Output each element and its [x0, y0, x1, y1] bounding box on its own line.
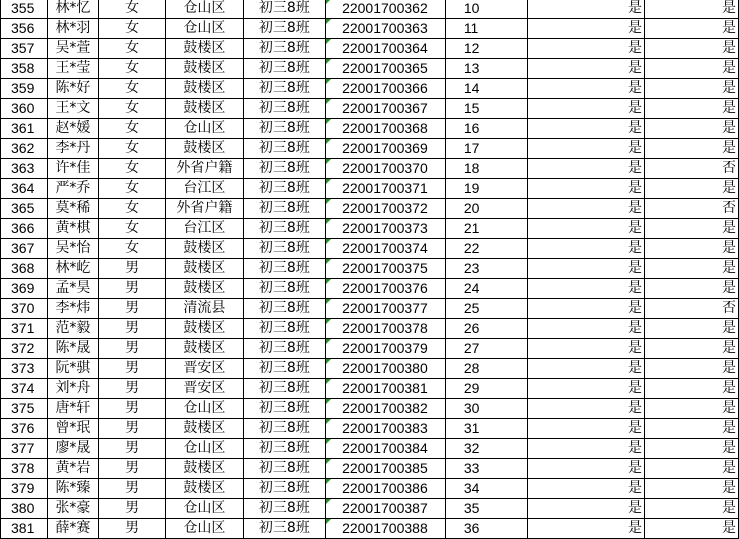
status-b-cell[interactable]: 是 — [644, 519, 738, 539]
class-cell[interactable]: 初三8班 — [243, 59, 325, 79]
row-number-cell[interactable]: 378 — [1, 459, 48, 479]
district-cell[interactable]: 仓山区 — [166, 0, 243, 19]
table-row — [1, 79, 739, 99]
name-cell[interactable]: 曾*珉 — [47, 419, 98, 439]
status-b-cell[interactable]: 是 — [644, 479, 738, 499]
row-number-cell[interactable]: 374 — [1, 379, 48, 399]
class-cell[interactable]: 初三8班 — [243, 219, 325, 239]
class-cell[interactable]: 初三8班 — [243, 479, 325, 499]
student-id-cell[interactable]: 22001700373 — [326, 219, 446, 239]
gender-cell[interactable]: 女 — [98, 0, 165, 19]
status-b-cell[interactable]: 是 — [644, 139, 738, 159]
status-b-cell[interactable]: 否 — [644, 299, 738, 319]
student-id-cell[interactable]: 22001700380 — [326, 359, 446, 379]
name-cell[interactable]: 李*丹 — [47, 139, 98, 159]
table-row — [1, 59, 739, 79]
student-id-cell[interactable]: 22001700381 — [326, 379, 446, 399]
status-b-cell[interactable]: 是 — [644, 259, 738, 279]
row-number-cell[interactable]: 360 — [1, 99, 48, 119]
gender-cell[interactable]: 男 — [98, 419, 165, 439]
district-cell[interactable]: 外省户籍 — [166, 199, 243, 219]
class-cell[interactable]: 初三8班 — [243, 239, 325, 259]
sequence-cell[interactable]: 26 — [445, 319, 527, 339]
table-row — [1, 139, 739, 159]
name-cell[interactable]: 唐*轩 — [47, 399, 98, 419]
status-b-cell[interactable]: 是 — [644, 439, 738, 459]
status-a-cell[interactable]: 是 — [527, 199, 644, 219]
gender-cell[interactable]: 女 — [98, 39, 165, 59]
student-id-cell[interactable]: 22001700378 — [326, 319, 446, 339]
gender-cell[interactable]: 女 — [98, 199, 165, 219]
name-cell[interactable]: 陈*晟 — [47, 339, 98, 359]
status-b-cell[interactable]: 是 — [644, 279, 738, 299]
row-number-cell[interactable]: 379 — [1, 479, 48, 499]
name-cell[interactable]: 陈*臻 — [47, 479, 98, 499]
district-cell[interactable]: 鼓楼区 — [166, 239, 243, 259]
status-b-cell[interactable]: 是 — [644, 499, 738, 519]
table-row — [1, 459, 739, 479]
status-b-cell[interactable]: 是 — [644, 119, 738, 139]
status-b-cell[interactable]: 是 — [644, 379, 738, 399]
district-cell[interactable]: 鼓楼区 — [166, 139, 243, 159]
student-id-cell[interactable]: 22001700365 — [326, 59, 446, 79]
status-a-cell[interactable]: 是 — [527, 59, 644, 79]
student-id-cell[interactable]: 22001700386 — [326, 479, 446, 499]
class-cell[interactable]: 初三8班 — [243, 199, 325, 219]
district-cell[interactable]: 仓山区 — [166, 19, 243, 39]
sequence-cell[interactable]: 24 — [445, 279, 527, 299]
table-row — [1, 299, 739, 319]
sequence-cell[interactable]: 35 — [445, 499, 527, 519]
name-cell[interactable]: 黄*岩 — [47, 459, 98, 479]
district-cell[interactable]: 仓山区 — [166, 499, 243, 519]
table-row — [1, 199, 739, 219]
status-a-cell[interactable]: 是 — [527, 99, 644, 119]
status-a-cell[interactable]: 是 — [527, 479, 644, 499]
status-a-cell[interactable]: 是 — [527, 279, 644, 299]
student-id-cell[interactable]: 22001700379 — [326, 339, 446, 359]
class-cell[interactable]: 初三8班 — [243, 499, 325, 519]
row-number-cell[interactable]: 373 — [1, 359, 48, 379]
student-id-cell[interactable]: 22001700364 — [326, 39, 446, 59]
gender-cell[interactable]: 男 — [98, 339, 165, 359]
row-number-cell[interactable]: 370 — [1, 299, 48, 319]
row-number-cell[interactable]: 376 — [1, 419, 48, 439]
name-cell[interactable]: 阮*骐 — [47, 359, 98, 379]
student-id-cell[interactable]: 22001700377 — [326, 299, 446, 319]
district-cell[interactable]: 晋安区 — [166, 359, 243, 379]
class-cell[interactable]: 初三8班 — [243, 319, 325, 339]
student-id-cell[interactable]: 22001700388 — [326, 519, 446, 539]
name-cell[interactable]: 吴*怡 — [47, 239, 98, 259]
sequence-cell[interactable]: 19 — [445, 179, 527, 199]
status-a-cell[interactable]: 是 — [527, 39, 644, 59]
row-number-cell[interactable]: 364 — [1, 179, 48, 199]
status-a-cell[interactable]: 是 — [527, 379, 644, 399]
status-a-cell[interactable]: 是 — [527, 359, 644, 379]
gender-cell[interactable]: 男 — [98, 359, 165, 379]
student-id-cell[interactable]: 22001700371 — [326, 179, 446, 199]
sequence-cell[interactable]: 20 — [445, 199, 527, 219]
table-row — [1, 19, 739, 39]
row-number-cell[interactable]: 381 — [1, 519, 48, 539]
table-row — [1, 499, 739, 519]
name-cell[interactable]: 林*羽 — [47, 19, 98, 39]
table-row — [1, 379, 739, 399]
status-a-cell[interactable]: 是 — [527, 519, 644, 539]
name-cell[interactable]: 黄*棋 — [47, 219, 98, 239]
sequence-cell[interactable]: 10 — [445, 0, 527, 19]
student-id-cell[interactable]: 22001700370 — [326, 159, 446, 179]
class-cell[interactable]: 初三8班 — [243, 79, 325, 99]
row-number-cell[interactable]: 372 — [1, 339, 48, 359]
row-number-cell[interactable]: 355 — [1, 0, 48, 19]
row-number-cell[interactable]: 359 — [1, 79, 48, 99]
sequence-cell[interactable]: 11 — [445, 19, 527, 39]
gender-cell[interactable]: 男 — [98, 319, 165, 339]
status-a-cell[interactable]: 是 — [527, 119, 644, 139]
name-cell[interactable]: 严*乔 — [47, 179, 98, 199]
gender-cell[interactable]: 男 — [98, 279, 165, 299]
status-b-cell[interactable]: 是 — [644, 39, 738, 59]
student-id-cell[interactable]: 22001700376 — [326, 279, 446, 299]
gender-cell[interactable]: 女 — [98, 239, 165, 259]
status-b-cell[interactable]: 是 — [644, 419, 738, 439]
table-row — [1, 159, 739, 179]
row-number-cell[interactable]: 367 — [1, 239, 48, 259]
table-row — [1, 439, 739, 459]
table-body — [1, 0, 739, 539]
sequence-cell[interactable]: 27 — [445, 339, 527, 359]
status-b-cell[interactable]: 是 — [644, 59, 738, 79]
status-b-cell[interactable]: 是 — [644, 99, 738, 119]
sequence-cell[interactable]: 13 — [445, 59, 527, 79]
gender-cell[interactable]: 男 — [98, 479, 165, 499]
status-b-cell[interactable]: 是 — [644, 319, 738, 339]
status-a-cell[interactable]: 是 — [527, 419, 644, 439]
class-cell[interactable]: 初三8班 — [243, 119, 325, 139]
status-b-cell[interactable]: 是 — [644, 79, 738, 99]
row-number-cell[interactable]: 362 — [1, 139, 48, 159]
sequence-cell[interactable]: 18 — [445, 159, 527, 179]
gender-cell[interactable]: 女 — [98, 219, 165, 239]
sequence-cell[interactable]: 17 — [445, 139, 527, 159]
table-row — [1, 339, 739, 359]
class-cell[interactable]: 初三8班 — [243, 99, 325, 119]
sequence-cell[interactable]: 30 — [445, 399, 527, 419]
sequence-cell[interactable]: 29 — [445, 379, 527, 399]
sequence-cell[interactable]: 34 — [445, 479, 527, 499]
district-cell[interactable]: 鼓楼区 — [166, 339, 243, 359]
row-number-cell[interactable]: 363 — [1, 159, 48, 179]
student-id-cell[interactable]: 22001700363 — [326, 19, 446, 39]
district-cell[interactable]: 仓山区 — [166, 399, 243, 419]
status-b-cell[interactable]: 否 — [644, 159, 738, 179]
district-cell[interactable]: 鼓楼区 — [166, 79, 243, 99]
name-cell[interactable]: 范*毅 — [47, 319, 98, 339]
row-number-cell[interactable]: 356 — [1, 19, 48, 39]
class-cell[interactable]: 初三8班 — [243, 139, 325, 159]
status-b-cell[interactable]: 是 — [644, 239, 738, 259]
table-row — [1, 179, 739, 199]
gender-cell[interactable]: 女 — [98, 179, 165, 199]
gender-cell[interactable]: 男 — [98, 259, 165, 279]
district-cell[interactable]: 仓山区 — [166, 119, 243, 139]
name-cell[interactable]: 孟*昊 — [47, 279, 98, 299]
gender-cell[interactable]: 男 — [98, 459, 165, 479]
class-cell[interactable]: 初三8班 — [243, 179, 325, 199]
name-cell[interactable]: 李*炜 — [47, 299, 98, 319]
class-cell[interactable]: 初三8班 — [243, 439, 325, 459]
student-id-cell[interactable]: 22001700387 — [326, 499, 446, 519]
sequence-cell[interactable]: 32 — [445, 439, 527, 459]
name-cell[interactable]: 刘*舟 — [47, 379, 98, 399]
row-number-cell[interactable]: 368 — [1, 259, 48, 279]
gender-cell[interactable]: 女 — [98, 19, 165, 39]
name-cell[interactable]: 廖*晟 — [47, 439, 98, 459]
gender-cell[interactable]: 女 — [98, 59, 165, 79]
status-a-cell[interactable]: 是 — [527, 439, 644, 459]
gender-cell[interactable]: 女 — [98, 119, 165, 139]
gender-cell[interactable]: 女 — [98, 79, 165, 99]
class-cell[interactable]: 初三8班 — [243, 379, 325, 399]
student-id-cell[interactable]: 22001700385 — [326, 459, 446, 479]
district-cell[interactable]: 鼓楼区 — [166, 419, 243, 439]
district-cell[interactable]: 鼓楼区 — [166, 39, 243, 59]
name-cell[interactable]: 莫*稀 — [47, 199, 98, 219]
row-number-cell[interactable]: 377 — [1, 439, 48, 459]
district-cell[interactable]: 台江区 — [166, 219, 243, 239]
status-a-cell[interactable]: 是 — [527, 179, 644, 199]
class-cell[interactable]: 初三8班 — [243, 0, 325, 19]
district-cell[interactable]: 鼓楼区 — [166, 59, 243, 79]
status-b-cell[interactable]: 是 — [644, 399, 738, 419]
sequence-cell[interactable]: 25 — [445, 299, 527, 319]
table-row — [1, 479, 739, 499]
status-a-cell[interactable]: 是 — [527, 239, 644, 259]
gender-cell[interactable]: 女 — [98, 99, 165, 119]
student-id-cell[interactable]: 22001700367 — [326, 99, 446, 119]
status-b-cell[interactable]: 否 — [644, 199, 738, 219]
status-a-cell[interactable]: 是 — [527, 0, 644, 19]
status-b-cell[interactable]: 是 — [644, 359, 738, 379]
class-cell[interactable]: 初三8班 — [243, 419, 325, 439]
gender-cell[interactable]: 男 — [98, 499, 165, 519]
class-cell[interactable]: 初三8班 — [243, 519, 325, 539]
gender-cell[interactable]: 男 — [98, 299, 165, 319]
row-number-cell[interactable]: 375 — [1, 399, 48, 419]
class-cell[interactable]: 初三8班 — [243, 359, 325, 379]
student-id-cell[interactable]: 22001700362 — [326, 0, 446, 19]
row-number-cell[interactable]: 365 — [1, 199, 48, 219]
student-id-cell[interactable]: 22001700375 — [326, 259, 446, 279]
sequence-cell[interactable]: 16 — [445, 119, 527, 139]
name-cell[interactable]: 吴*萱 — [47, 39, 98, 59]
student-id-cell[interactable]: 22001700372 — [326, 199, 446, 219]
district-cell[interactable]: 仓山区 — [166, 519, 243, 539]
table-row — [1, 239, 739, 259]
gender-cell[interactable]: 男 — [98, 519, 165, 539]
status-a-cell[interactable]: 是 — [527, 319, 644, 339]
sequence-cell[interactable]: 14 — [445, 79, 527, 99]
status-a-cell[interactable]: 是 — [527, 399, 644, 419]
table-row — [1, 119, 739, 139]
district-cell[interactable]: 鼓楼区 — [166, 319, 243, 339]
student-id-cell[interactable]: 22001700382 — [326, 399, 446, 419]
name-cell[interactable]: 林*忆 — [47, 0, 98, 19]
status-b-cell[interactable]: 是 — [644, 19, 738, 39]
table-row — [1, 359, 739, 379]
status-a-cell[interactable]: 是 — [527, 79, 644, 99]
gender-cell[interactable]: 男 — [98, 439, 165, 459]
district-cell[interactable]: 台江区 — [166, 179, 243, 199]
status-a-cell[interactable]: 是 — [527, 19, 644, 39]
student-id-cell[interactable]: 22001700369 — [326, 139, 446, 159]
row-number-cell[interactable]: 380 — [1, 499, 48, 519]
student-id-cell[interactable]: 22001700384 — [326, 439, 446, 459]
class-cell[interactable]: 初三8班 — [243, 159, 325, 179]
table-row — [1, 319, 739, 339]
table-row — [1, 39, 739, 59]
student-id-cell[interactable]: 22001700368 — [326, 119, 446, 139]
district-cell[interactable]: 晋安区 — [166, 379, 243, 399]
name-cell[interactable]: 赵*媛 — [47, 119, 98, 139]
name-cell[interactable]: 张*豪 — [47, 499, 98, 519]
status-b-cell[interactable]: 是 — [644, 179, 738, 199]
table-row — [1, 99, 739, 119]
status-a-cell[interactable]: 是 — [527, 159, 644, 179]
class-cell[interactable]: 初三8班 — [243, 299, 325, 319]
status-b-cell[interactable]: 是 — [644, 459, 738, 479]
table-row — [1, 519, 739, 539]
table-row — [1, 259, 739, 279]
district-cell[interactable]: 鼓楼区 — [166, 99, 243, 119]
table-row — [1, 419, 739, 439]
district-cell[interactable]: 仓山区 — [166, 439, 243, 459]
gender-cell[interactable]: 女 — [98, 159, 165, 179]
status-a-cell[interactable]: 是 — [527, 499, 644, 519]
sequence-cell[interactable]: 22 — [445, 239, 527, 259]
class-cell[interactable]: 初三8班 — [243, 339, 325, 359]
gender-cell[interactable]: 男 — [98, 399, 165, 419]
student-id-cell[interactable]: 22001700366 — [326, 79, 446, 99]
sequence-cell[interactable]: 33 — [445, 459, 527, 479]
sequence-cell[interactable]: 12 — [445, 39, 527, 59]
sequence-cell[interactable]: 21 — [445, 219, 527, 239]
table-row — [1, 0, 739, 19]
class-cell[interactable]: 初三8班 — [243, 279, 325, 299]
row-number-cell[interactable]: 357 — [1, 39, 48, 59]
sequence-cell[interactable]: 23 — [445, 259, 527, 279]
gender-cell[interactable]: 女 — [98, 139, 165, 159]
row-number-cell[interactable]: 361 — [1, 119, 48, 139]
district-cell[interactable]: 鼓楼区 — [166, 479, 243, 499]
district-cell[interactable]: 清流县 — [166, 299, 243, 319]
sequence-cell[interactable]: 15 — [445, 99, 527, 119]
sequence-cell[interactable]: 28 — [445, 359, 527, 379]
class-cell[interactable]: 初三8班 — [243, 39, 325, 59]
status-a-cell[interactable]: 是 — [527, 219, 644, 239]
district-cell[interactable]: 外省户籍 — [166, 159, 243, 179]
student-id-cell[interactable]: 22001700374 — [326, 239, 446, 259]
status-a-cell[interactable]: 是 — [527, 339, 644, 359]
district-cell[interactable]: 鼓楼区 — [166, 259, 243, 279]
status-b-cell[interactable]: 是 — [644, 0, 738, 19]
student-id-cell[interactable]: 22001700383 — [326, 419, 446, 439]
class-cell[interactable]: 初三8班 — [243, 399, 325, 419]
district-cell[interactable]: 鼓楼区 — [166, 459, 243, 479]
sequence-cell[interactable]: 31 — [445, 419, 527, 439]
name-cell[interactable]: 林*屹 — [47, 259, 98, 279]
name-cell[interactable]: 许*佳 — [47, 159, 98, 179]
status-a-cell[interactable]: 是 — [527, 259, 644, 279]
table-row — [1, 219, 739, 239]
class-cell[interactable]: 初三8班 — [243, 19, 325, 39]
row-number-cell[interactable]: 371 — [1, 319, 48, 339]
row-number-cell[interactable]: 369 — [1, 279, 48, 299]
status-a-cell[interactable]: 是 — [527, 139, 644, 159]
class-cell[interactable]: 初三8班 — [243, 459, 325, 479]
status-a-cell[interactable]: 是 — [527, 459, 644, 479]
name-cell[interactable]: 王*莹 — [47, 59, 98, 79]
sequence-cell[interactable]: 36 — [445, 519, 527, 539]
district-cell[interactable]: 鼓楼区 — [166, 279, 243, 299]
table-row — [1, 399, 739, 419]
status-a-cell[interactable]: 是 — [527, 299, 644, 319]
status-b-cell[interactable]: 是 — [644, 219, 738, 239]
gender-cell[interactable]: 男 — [98, 379, 165, 399]
class-cell[interactable]: 初三8班 — [243, 259, 325, 279]
status-b-cell[interactable]: 是 — [644, 339, 738, 359]
row-number-cell[interactable]: 366 — [1, 219, 48, 239]
name-cell[interactable]: 薛*赛 — [47, 519, 98, 539]
name-cell[interactable]: 王*文 — [47, 99, 98, 119]
row-number-cell[interactable]: 358 — [1, 59, 48, 79]
name-cell[interactable]: 陈*好 — [47, 79, 98, 99]
table-row — [1, 279, 739, 299]
